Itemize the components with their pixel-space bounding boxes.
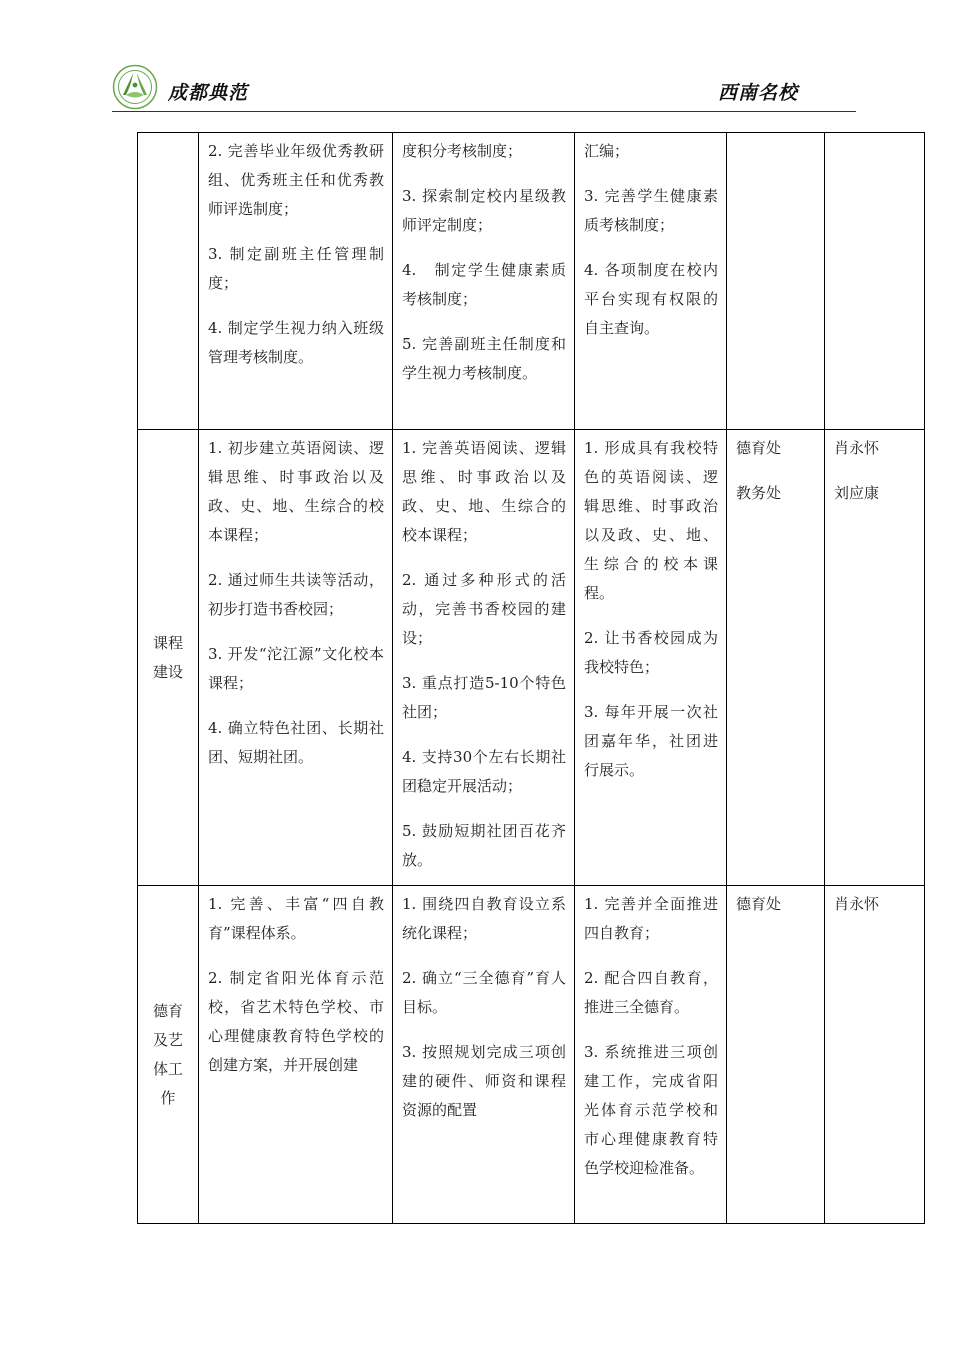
goal-cell-stage-1 xyxy=(199,133,393,430)
goal-item: 3. 开发“沱江源”文化校本课程； xyxy=(208,645,384,692)
brand-name-right: 西南名校 xyxy=(717,82,798,104)
page-header xyxy=(112,62,856,114)
goal-item: 4. 各项制度在校内平台实现有权限的自主查询。 xyxy=(584,261,718,337)
goal-item: 1. 完善并全面推进四自教育； xyxy=(584,895,718,942)
table-row xyxy=(138,430,925,886)
dept-name: 德育处 xyxy=(736,895,782,913)
goal-item: 1. 完善英语阅读、逻辑思维、时事政治以及政、史、地、生综合的校本课程； xyxy=(402,439,566,544)
goal-cell-stage-3 xyxy=(575,430,727,886)
goal-item: 4. 确立特色社团、长期社团、短期社团。 xyxy=(208,719,384,766)
goal-item: 3. 每年开展一次社团嘉年华，社团进行展示。 xyxy=(584,703,718,779)
goal-item: 3. 按照规划完成三项创建的硬件、师资和课程资源的配置 xyxy=(402,1043,566,1119)
goal-cell-stage-3 xyxy=(575,133,727,430)
goal-item: 2. 完善毕业年级优秀教研组、优秀班主任和优秀教师评选制度； xyxy=(208,142,384,218)
plan-table xyxy=(137,132,925,1224)
header-divider xyxy=(112,111,856,112)
goal-cell-stage-2 xyxy=(393,886,575,1224)
goal-item: 1. 形成具有我校特色的英语阅读、逻辑思维、时事政治以及政、史、地、生综合的校本课程。 xyxy=(584,439,718,602)
responsible-person-cell xyxy=(825,133,925,430)
school-logo-icon xyxy=(112,64,158,110)
dept-name: 教务处 xyxy=(736,484,782,502)
goal-cell-stage-1 xyxy=(199,430,393,886)
responsible-dept-cell xyxy=(727,886,825,1224)
person-name: 肖永怀 xyxy=(834,439,880,457)
goal-item: 2. 制定省阳光体育示范校，省艺术特色学校、市心理健康教育特色学校的创建方案，并开展创建 xyxy=(208,969,384,1074)
goal-item: 3. 系统推进三项创建工作，完成省阳光体育示范学校和市心理健康教育特色学校迎检准备。 xyxy=(584,1043,718,1177)
goal-cell-stage-2 xyxy=(393,430,575,886)
category-cell xyxy=(138,133,199,430)
goal-item: 5. 鼓励短期社团百花齐放。 xyxy=(402,822,566,869)
goal-item: 1. 完善、丰富“四自教育”课程体系。 xyxy=(208,895,384,942)
person-name: 肖永怀 xyxy=(834,895,880,913)
goal-item: 汇编； xyxy=(584,142,630,160)
category-cell xyxy=(138,886,199,1224)
responsible-person-cell xyxy=(825,886,925,1224)
responsible-person-cell xyxy=(825,430,925,886)
category-label: 德育及艺体工作 xyxy=(152,1001,183,1107)
dept-name: 德育处 xyxy=(736,439,782,457)
goal-item: 4. 制定学生视力纳入班级管理考核制度。 xyxy=(208,319,384,366)
goal-item: 2. 通过师生共读等活动，初步打造书香校园； xyxy=(208,571,384,618)
goal-cell-stage-2 xyxy=(393,133,575,430)
goal-item: 2. 确立“三全德育”育人目标。 xyxy=(402,969,566,1016)
goal-item: 3. 制定副班主任管理制度； xyxy=(208,245,384,292)
goal-item: 3. 探索制定校内星级教师评定制度； xyxy=(402,187,566,234)
goal-item: 度积分考核制度； xyxy=(402,142,523,160)
goal-item: 4. 制定学生健康素质考核制度； xyxy=(402,261,566,308)
goal-item: 3. 重点打造5-10个特色社团； xyxy=(402,674,566,721)
goal-item: 1. 初步建立英语阅读、逻辑思维、时事政治以及政、史、地、生综合的校本课程； xyxy=(208,439,384,544)
brand-name-left: 成都典范 xyxy=(168,82,249,104)
goal-item: 2. 让书香校园成为我校特色； xyxy=(584,629,718,676)
responsible-dept-cell xyxy=(727,133,825,430)
responsible-dept-cell xyxy=(727,430,825,886)
table-row xyxy=(138,886,925,1224)
goal-item: 5. 完善副班主任制度和学生视力考核制度。 xyxy=(402,335,566,382)
goal-cell-stage-1 xyxy=(199,886,393,1224)
goal-item: 3. 完善学生健康素质考核制度； xyxy=(584,187,718,234)
goal-item: 1. 围绕四自教育设立系统化课程； xyxy=(402,895,566,942)
category-label: 课程建设 xyxy=(152,633,183,681)
goal-item: 2. 配合四自教育，推进三全德育。 xyxy=(584,969,718,1016)
table-row xyxy=(138,133,925,430)
goal-cell-stage-3 xyxy=(575,886,727,1224)
person-name: 刘应康 xyxy=(834,484,880,502)
goal-item: 2. 通过多种形式的活动，完善书香校园的建设； xyxy=(402,571,566,647)
goal-item: 4. 支持30个左右长期社团稳定开展活动； xyxy=(402,748,566,795)
category-cell xyxy=(138,430,199,886)
plan-table-body xyxy=(138,133,925,1224)
